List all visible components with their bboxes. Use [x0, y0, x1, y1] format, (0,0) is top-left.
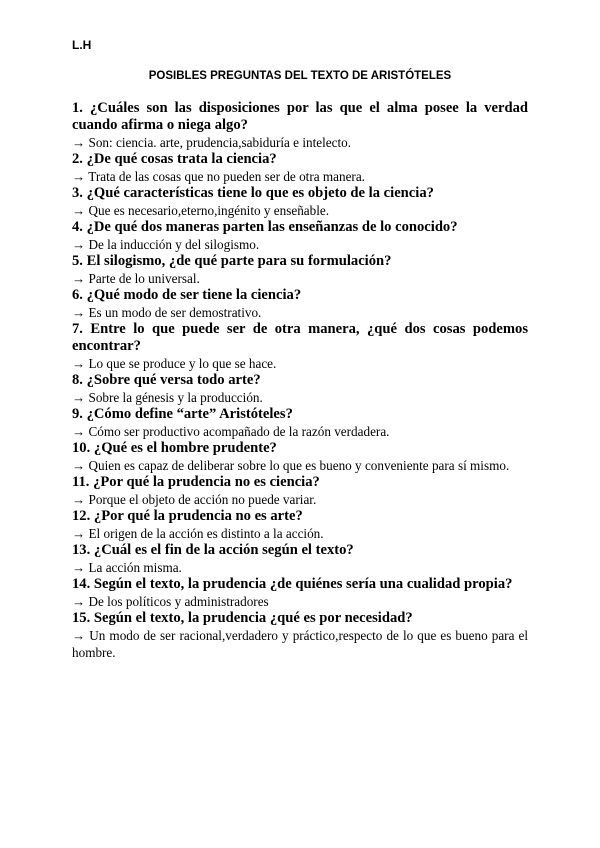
- qa-item-9: [72, 406, 528, 440]
- qa-item-11: [72, 474, 528, 508]
- answer-3: → Que es necesario,eterno,ingénito y enseñable.: [72, 203, 330, 218]
- qa-item-14: [72, 576, 528, 610]
- question-10: 10. ¿Qué es el hombre prudente?: [72, 440, 277, 456]
- question-8: 8. ¿Sobre qué versa todo arte?: [72, 372, 261, 388]
- qa-item-1: [72, 100, 528, 151]
- answer-12: → El origen de la acción es distinto a la acción.: [72, 526, 324, 541]
- question-6: 6. ¿Qué modo de ser tiene la ciencia?: [72, 287, 302, 303]
- answer-14: → De los políticos y administradores: [72, 594, 269, 609]
- question-4: 4. ¿De qué dos maneras parten las enseñanzas de lo conocido?: [72, 219, 458, 235]
- question-13: 13. ¿Cuál es el fin de la acción según el texto?: [72, 542, 354, 558]
- question-7: 7. Entre lo que puede ser de otra manera, ¿qué dos cosas podemos encontrar?: [72, 321, 528, 354]
- answer-9: → Cómo ser productivo acompañado de la razón verdadera.: [72, 424, 390, 439]
- qa-item-3: [72, 185, 528, 219]
- qa-item-6: [72, 287, 528, 321]
- question-1: 1. ¿Cuáles son las disposiciones por las que el alma posee la verdad cuando afirma o niega algo?: [72, 100, 528, 133]
- question-2: 2. ¿De qué cosas trata la ciencia?: [72, 151, 277, 167]
- answer-11: → Porque el objeto de acción no puede variar.: [72, 492, 317, 507]
- question-5: 5. El silogismo, ¿de qué parte para su formulación?: [72, 253, 392, 269]
- answer-8: → Sobre la génesis y la producción.: [72, 390, 263, 405]
- question-list: [72, 100, 528, 661]
- question-12: 12. ¿Por qué la prudencia no es arte?: [72, 508, 303, 524]
- answer-10: → Quien es capaz de deliberar sobre lo que es bueno y conveniente para sí mismo.: [72, 458, 510, 473]
- qa-item-13: [72, 542, 528, 576]
- answer-5: → Parte de lo universal.: [72, 271, 200, 286]
- qa-item-10: [72, 440, 528, 474]
- qa-item-2: [72, 151, 528, 185]
- question-3: 3. ¿Qué características tiene lo que es objeto de la ciencia?: [72, 185, 434, 201]
- question-9: 9. ¿Cómo define “arte” Aristóteles?: [72, 406, 293, 422]
- question-14: 14. Según el texto, la prudencia ¿de quiénes sería una cualidad propia?: [72, 576, 513, 592]
- qa-item-8: [72, 372, 528, 406]
- question-15: 15. Según el texto, la prudencia ¿qué es por necesidad?: [72, 610, 413, 626]
- qa-item-5: [72, 253, 528, 287]
- document-title: POSIBLES PREGUNTAS DEL TEXTO DE ARISTÓTELES: [148, 70, 452, 82]
- answer-4: → De la inducción y del silogismo.: [72, 237, 260, 252]
- answer-6: → Es un modo de ser demostrativo.: [72, 305, 262, 320]
- qa-item-12: [72, 508, 528, 542]
- answer-1: → Son: ciencia. arte, prudencia,sabiduría e intelecto.: [72, 135, 352, 150]
- author-initials: L.H: [72, 38, 92, 52]
- answer-2: → Trata de las cosas que no pueden ser de otra manera.: [72, 169, 365, 184]
- answer-13: → La acción misma.: [72, 560, 182, 575]
- answer-15: → Un modo de ser racional,verdadero y práctico,respecto de lo que es bueno para el hombre.: [72, 628, 528, 660]
- answer-7: → Lo que se produce y lo que se hace.: [72, 356, 277, 371]
- question-11: 11. ¿Por qué la prudencia no es ciencia?: [72, 474, 320, 490]
- qa-item-7: [72, 321, 528, 372]
- qa-item-4: [72, 219, 528, 253]
- qa-item-15: [72, 610, 528, 661]
